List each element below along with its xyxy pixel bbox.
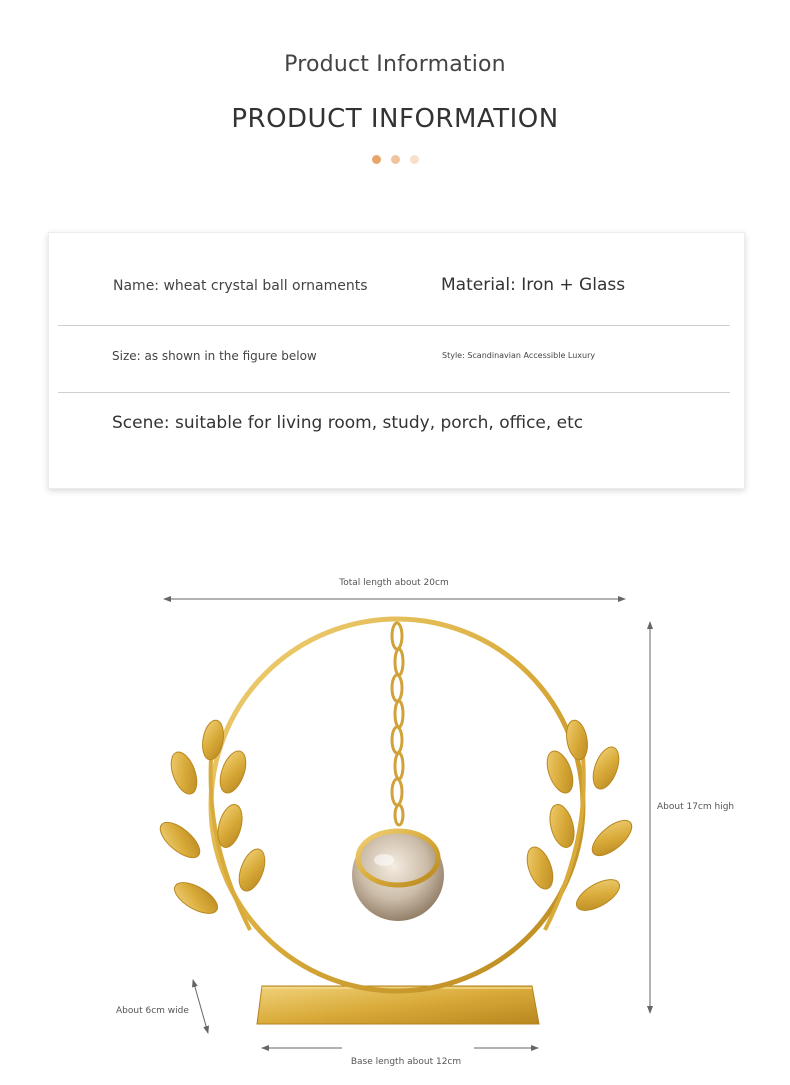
- height-label: About 17cm high: [657, 802, 735, 812]
- right-wheat-branch: [522, 719, 637, 930]
- spec-size: Size: as shown in the figure below: [112, 349, 317, 363]
- spec-scene: Scene: suitable for living room, study, porch, office, etc: [112, 413, 584, 433]
- dot-1: [372, 155, 381, 164]
- spec-material: Material: Iron + Glass: [441, 275, 626, 295]
- spec-style: Style: Scandinavian Accessible Luxury: [442, 351, 596, 360]
- dot-3: [410, 155, 419, 164]
- decorative-dots: [372, 155, 419, 164]
- page-subtitle: Product Information: [284, 52, 506, 77]
- dot-2: [391, 155, 400, 164]
- spec-name: Name: wheat crystal ball ornaments: [113, 278, 368, 294]
- product-dimension-diagram: [0, 560, 790, 1085]
- spec-divider-2: [58, 392, 730, 393]
- page-title: PRODUCT INFORMATION: [231, 104, 559, 134]
- spec-divider-1: [58, 325, 730, 326]
- width-label: About 6cm wide: [116, 1006, 189, 1016]
- base-length-label: Base length about 12cm: [350, 1057, 462, 1067]
- product-info-card: [48, 232, 745, 489]
- crystal-ball: [352, 829, 444, 921]
- hanging-chain: [392, 623, 403, 825]
- width-arrow: [193, 980, 208, 1033]
- total-length-label: Total length about 20cm: [339, 578, 449, 588]
